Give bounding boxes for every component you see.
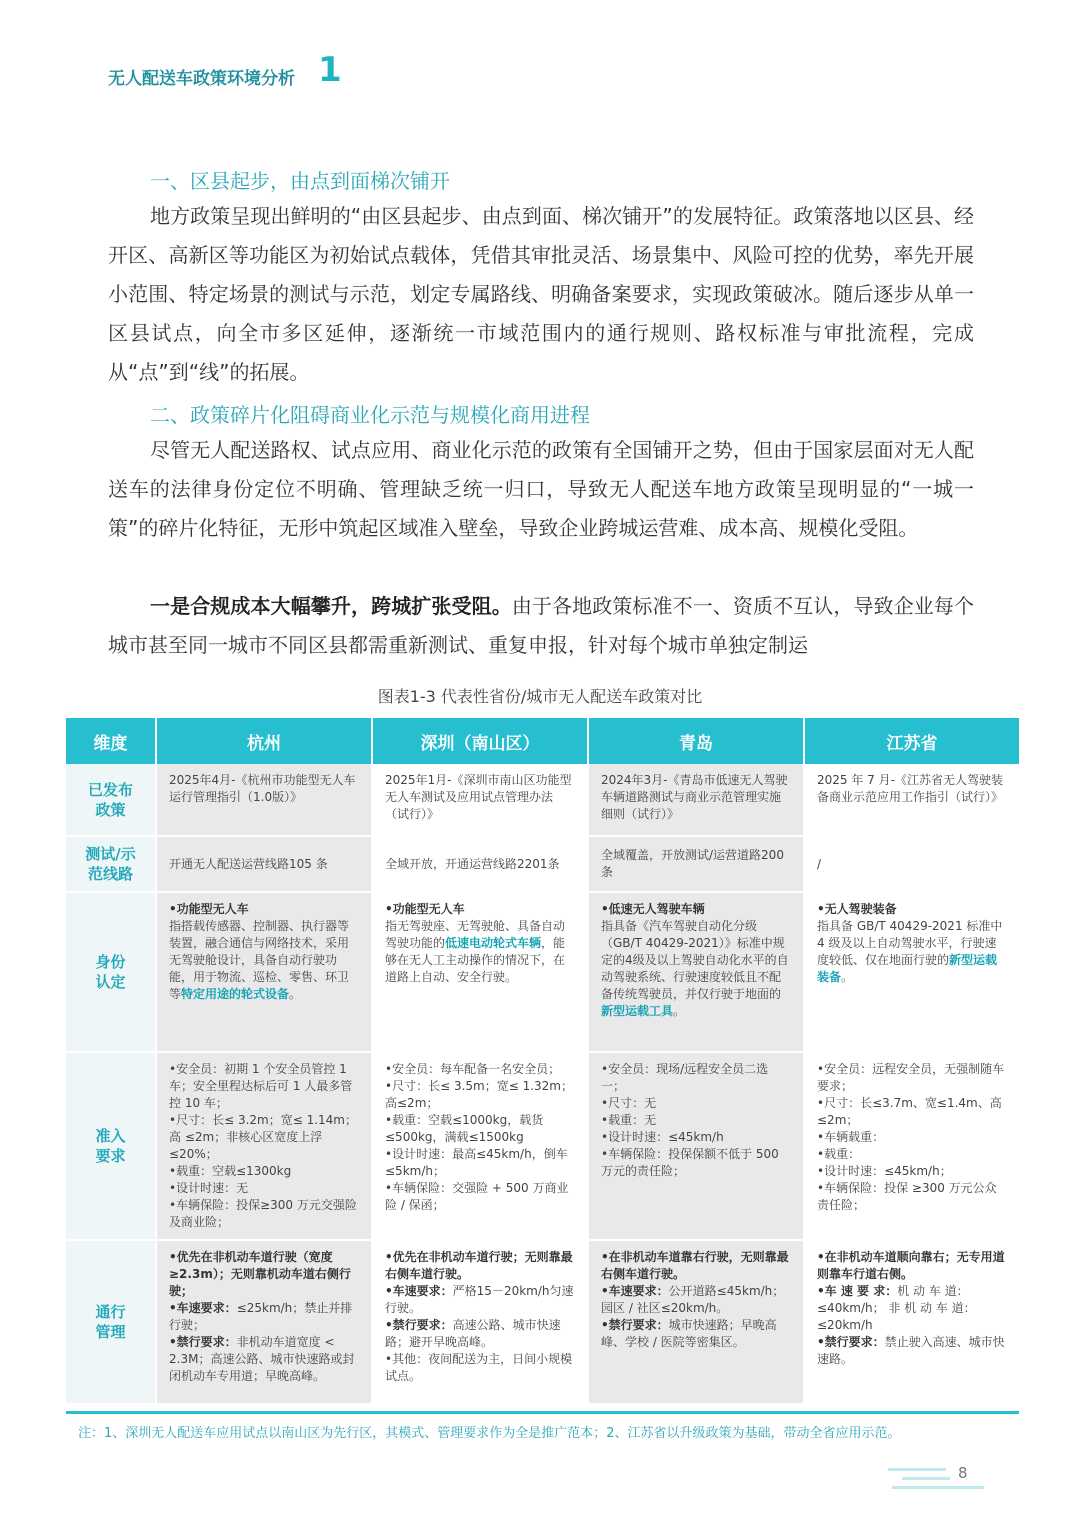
cell-traffic-jiangsu [804, 1240, 1019, 1404]
row-label-traffic: 通行 管理 [66, 1240, 156, 1404]
identity-title: •功能型无人车 [385, 902, 465, 916]
traffic-ban-label: •禁行要求： [385, 1318, 453, 1332]
traffic-ban-text: 非机动车道宽度 < 2.3M；高速公路、城市快速路或封闭机动车专用道；早晚高峰。 [169, 1335, 355, 1383]
identity-highlight: 新型运载装备 [817, 953, 998, 984]
row-label-route: 测试/示 范线路 [66, 836, 156, 892]
traffic-ban-label: •禁行要求： [601, 1318, 669, 1332]
chapter-number: 1 [318, 50, 342, 90]
table-caption: 图表1-3 代表性省份/城市无人配送车政策对比 [377, 687, 703, 706]
identity-highlight: 新型运载工具 [601, 1004, 674, 1018]
traffic-speed [385, 1283, 575, 1317]
access-item: •设计时速：≤45km/h [601, 1130, 724, 1144]
cell-route-jiangsu: / [804, 836, 1019, 892]
traffic-ban-label: •禁行要求： [169, 1335, 237, 1349]
row-label-policy: 已发布 政策 [66, 764, 156, 836]
access-item: •载重： [817, 1147, 861, 1161]
cell-access-qingdao [588, 1052, 804, 1240]
traffic-rule: •在非机动车道顺向靠右；无专用道则靠车行道右侧。 [817, 1250, 1005, 1281]
access-item: •车辆保险：交强险 + 500 万商业险 / 保函； [385, 1181, 569, 1212]
cell-route-hangzhou: 开通无人配送运营线路105 条 [156, 836, 372, 892]
traffic-speed-text: ≤25km/h；禁止并排行驶； [169, 1301, 353, 1332]
traffic-speed [601, 1283, 791, 1317]
page-number: 8 [958, 1464, 968, 1482]
traffic-ban-text: 禁止驶入高速、城市快速路。 [817, 1335, 1005, 1366]
cell-policy-shenzhen: 2025年1月-《深圳市南山区功能型无人车测试及应用试点管理办法（试行）》 [372, 764, 588, 836]
traffic-speed-label: •车速要求： [385, 1284, 453, 1298]
access-item: •尺寸：无 [601, 1096, 657, 1110]
cell-traffic-qingdao [588, 1240, 804, 1404]
traffic-ban [169, 1334, 359, 1385]
traffic-speed-text: 严格15－20km/h匀速行驶。 [385, 1284, 574, 1315]
cell-traffic-hangzhou [156, 1240, 372, 1404]
access-item: •设计时速：最高≤45km/h，倒车≤5km/h； [385, 1147, 568, 1178]
row-label-identity: 身份 认定 [66, 892, 156, 1052]
cell-identity-jiangsu [804, 892, 1019, 1052]
section-paragraph-2: 尽管无人配送路权、试点应用、商业化示范的政策有全国铺开之势，但由于国家层面对无人配送车的法律身份定位不明确、管理缺乏统一归口，导致无人配送车地方政策呈现明显的“一城一策”的碎片化特征，无形中筑起区域准入壁垒，导致企业跨城运营难、成本高、规模化受阻。 [108, 438, 974, 540]
identity-highlight: 特定用途的轮式设备 [181, 987, 290, 1001]
cell-access-hangzhou [156, 1052, 372, 1240]
table-bottom-rule [66, 1411, 1019, 1414]
header-qingdao: 青岛 [588, 718, 804, 764]
access-item: •车辆保险：投保保额不低于 500 万元的责任险； [601, 1147, 779, 1178]
footer-decor-line [892, 1486, 984, 1489]
cell-policy-qingdao: 2024年3月-《青岛市低速无人驾驶车辆道路测试与商业示范管理实施细则（试行）》 [588, 764, 804, 836]
identity-text: 指无驾驶座、无驾驶舱、具备自动驾驶功能的 [385, 919, 566, 950]
access-item: •尺寸：长≤ 3.2m；宽≤ 1.14m；高 ≤2m；非核心区宽度上浮 ≤20%； [169, 1113, 357, 1161]
cell-identity-qingdao [588, 892, 804, 1052]
cell-route-qingdao: 全域覆盖，开放测试/运营道路200条 [588, 836, 804, 892]
traffic-ban-text: 高速公路、城市快速路；避开早晚高峰。 [385, 1318, 561, 1349]
cell-access-jiangsu [804, 1052, 1019, 1240]
table-row-identity [66, 892, 1019, 1052]
traffic-ban-text: 城市快速路；早晚高峰、学校 / 医院等密集区。 [601, 1318, 777, 1349]
access-item: •安全员：远程安全员，无强制随车要求； [817, 1062, 1005, 1093]
access-item: •设计时速：≤45km/h； [817, 1164, 952, 1178]
access-item: •安全员：初期 1 个安全员管控 1 车；安全里程达标后可 1 人最多管控 10 车； [169, 1062, 353, 1110]
access-item: •车辆保险：投保 ≥300 万元公众责任险； [817, 1181, 997, 1212]
cell-identity-hangzhou [156, 892, 372, 1052]
footer-decor-line [888, 1468, 946, 1471]
access-item: •载重：空载≤1000kg，载货≤500kg，满载≤1500kg [385, 1113, 544, 1144]
section-paragraph-1: 地方政策呈现出鲜明的“由区县起步、由点到面、梯次铺开”的发展特征。政策落地以区县、经开区、高新区等功能区为初始试点载体，凭借其审批灵活、场景集中、风险可控的优势，率先开展小范围、特定场景的测试与示范，划定专属路线、明确备案要求，实现政策破冰。随后逐步从单一区县试点，向全市多区延伸，逐渐统一市域范围内的通行规则、路权标准与审批流程，完成从“点”到“线”的拓展。 [108, 204, 974, 384]
cell-identity-shenzhen [372, 892, 588, 1052]
chapter-title: 无人配送车政策环境分析 [108, 69, 295, 89]
table-header-row [66, 718, 1019, 764]
paragraph-body: 由于各地政策标准不一、资质不互认，导致企业每个城市甚至同一城市不同区县都需重新测试、重复申报，针对每个城市单独定制运 [108, 594, 975, 657]
identity-end: 。 [289, 987, 302, 1001]
policy-comparison-table [66, 718, 1020, 1405]
access-item: •安全员：现场/远程安全员二选一； [601, 1062, 769, 1093]
footer-decor-line [902, 1477, 950, 1480]
access-item: •安全员：每车配备一名安全员； [385, 1062, 561, 1076]
access-item: •车辆保险：投保≥300 万元交强险及商业险； [169, 1198, 357, 1229]
identity-text: 指具备 GB/T 40429-2021 标准中4 级及以上自动驾驶水平，行驶速度较低、仅在地面行驶的 [817, 919, 1003, 967]
cell-access-shenzhen [372, 1052, 588, 1240]
table-note: 注：1、深圳无人配送车应用试点以南山区为先行区，其模式、管理要求作为全是推广范本；2、江苏省以升级政策为基础，带动全省应用示范。 [78, 1426, 901, 1441]
access-item: •尺寸：长≤3.7m、宽≤1.4m、高≤2m； [817, 1096, 1002, 1127]
table-row-policy [66, 764, 1019, 836]
traffic-speed [817, 1283, 1006, 1334]
traffic-rule: •在非机动车道靠右行驶，无则靠最右侧车道行驶。 [601, 1250, 789, 1281]
access-item: •尺寸：长≤ 3.5m；宽≤ 1.32m；高≤2m； [385, 1079, 573, 1110]
traffic-ban-label: •禁行要求： [817, 1335, 885, 1349]
identity-text: 指具备《汽车驾驶自动化分级（GB/T 40429-2021）》标准中规定的4级及以上驾驶自动化水平的自动驾驶系统、行驶速度较低且不配备传统驾驶员，并仅行驶于地面的 [601, 919, 789, 1001]
access-item: •载重：无 [601, 1113, 657, 1127]
traffic-speed-label: •车速要求： [601, 1284, 669, 1298]
identity-end: ，能够在无人工主动操作的情况下，在道路上自动、安全行驶。 [385, 936, 566, 984]
cell-policy-hangzhou: 2025年4月-《杭州市功能型无人车运行管理指引（1.0版）》 [156, 764, 372, 836]
traffic-speed-text: 公开道路≤45km/h；园区 / 社区≤20km/h。 [601, 1284, 785, 1315]
table-row-access [66, 1052, 1019, 1240]
traffic-rule: •优先在非机动车道行驶（宽度≥2.3m）；无则靠机动车道右侧行驶； [169, 1250, 351, 1298]
identity-end: 。 [673, 1004, 686, 1018]
bold-lead: 一是合规成本大幅攀升，跨城扩张受阻。 [150, 594, 512, 618]
section-heading-2: 二、政策碎片化阻碍商业化示范与规模化商用进程 [150, 403, 590, 427]
traffic-ban [817, 1334, 1006, 1368]
identity-end: 。 [841, 970, 854, 984]
section-heading-1: 一、区县起步，由点到面梯次铺开 [150, 169, 450, 193]
cell-policy-jiangsu: 2025 年 7 月-《江苏省无人驾驶装备商业示范应用工作指引（试行）》 [804, 764, 1019, 836]
access-item: •车辆载重： [817, 1130, 885, 1144]
identity-title: •无人驾驶装备 [817, 902, 897, 916]
identity-title: •低速无人驾驶车辆 [601, 902, 705, 916]
identity-title: •功能型无人车 [169, 902, 249, 916]
identity-highlight: 低速电动轮式车辆 [445, 936, 542, 950]
header-dimension: 维度 [66, 718, 156, 764]
access-item: •设计时速：无 [169, 1181, 249, 1195]
header-hangzhou: 杭州 [156, 718, 372, 764]
row-label-access: 准入 要求 [66, 1052, 156, 1240]
cell-route-shenzhen: 全域开放，开通运营线路2201条 [372, 836, 588, 892]
traffic-ban [601, 1317, 791, 1351]
cell-traffic-shenzhen [372, 1240, 588, 1404]
traffic-rule: •优先在非机动车道行驶；无则靠最右侧车道行驶。 [385, 1250, 573, 1281]
traffic-ban [385, 1317, 575, 1351]
access-item: •载重：空载≤1300kg [169, 1164, 292, 1178]
traffic-speed [169, 1300, 359, 1334]
header-jiangsu: 江苏省 [804, 718, 1019, 764]
table-row-route [66, 836, 1019, 892]
identity-text: 指搭载传感器、控制器、执行器等装置，融合通信与网络技术，采用无驾驶舱设计，具备自动行驶功能，用于物流、巡检、零售、环卫等 [169, 919, 350, 1001]
traffic-speed-label: •车 速 要 求： [817, 1284, 898, 1298]
traffic-speed-label: •车速要求： [169, 1301, 237, 1315]
table-row-traffic [66, 1240, 1019, 1404]
traffic-speed-text: 机 动 车 道：≤40km/h； 非 机 动 车 道：≤20km/h [817, 1284, 976, 1332]
header-shenzhen: 深圳（南山区） [372, 718, 588, 764]
traffic-other: •其他：夜间配送为主，日间小规模试点。 [385, 1352, 573, 1383]
section-paragraph-3 [108, 587, 974, 665]
